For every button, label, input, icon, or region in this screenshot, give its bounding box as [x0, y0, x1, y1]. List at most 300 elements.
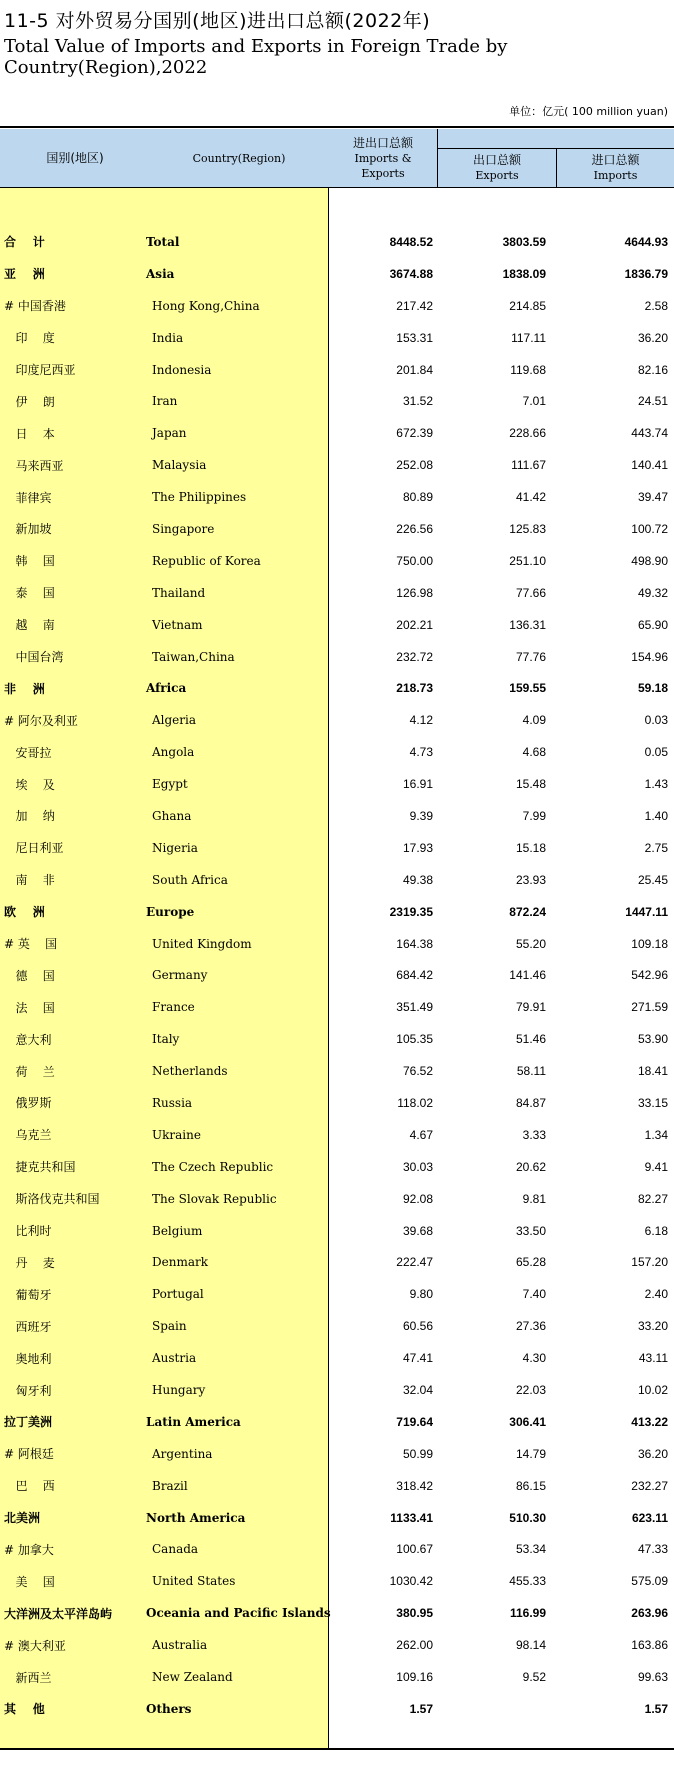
country-cn-cell: # 加拿大: [4, 1542, 54, 1557]
country-cn-cell: 斯洛伐克共和国: [4, 1192, 100, 1207]
country-en-cell: Asia: [146, 266, 175, 281]
country-en-cell: Germany: [152, 968, 208, 983]
exports-cell: 4.68: [522, 745, 546, 760]
imports-cell: 1447.11: [625, 904, 668, 919]
imports-cell: 163.86: [631, 1638, 668, 1653]
imports-cell: 18.41: [637, 1064, 668, 1079]
total-cell: 118.02: [397, 1095, 433, 1110]
country-cn-cell: 伊 朗: [4, 394, 55, 409]
exports-cell: 4.30: [522, 1351, 546, 1366]
table-row: [0, 768, 674, 800]
total-cell: 232.72: [396, 649, 433, 664]
imports-cell: 10.02: [637, 1383, 668, 1397]
imports-cell: 0.03: [644, 713, 668, 728]
exports-cell: 116.99: [509, 1606, 546, 1621]
country-cn-cell: 新加坡: [4, 522, 52, 537]
country-cn-cell: 印 度: [4, 331, 55, 346]
table-row: [0, 928, 674, 960]
exports-cell: 79.91: [515, 1000, 546, 1015]
country-en-cell: Belgium: [152, 1223, 203, 1238]
country-cn-cell: 印度尼西亚: [4, 363, 76, 377]
table-row: [0, 290, 674, 322]
imports-cell: 59.18: [637, 681, 668, 696]
total-cell: 719.64: [396, 1414, 433, 1429]
exports-cell: 77.66: [515, 585, 546, 600]
table-row: [0, 1565, 674, 1597]
table-row: [0, 1470, 674, 1502]
total-cell: 8448.52: [389, 234, 433, 249]
table-row: [0, 1183, 674, 1215]
imports-cell: 1.57: [644, 1701, 668, 1716]
exports-cell: 510.30: [509, 1510, 546, 1525]
imports-cell: 53.90: [637, 1032, 668, 1047]
header-country-cn: 国别(地区): [46, 150, 104, 165]
country-en-cell: India: [152, 330, 184, 345]
country-cn-cell: 大洋洲及太平洋岛屿: [4, 1606, 113, 1621]
imports-cell: 82.16: [637, 362, 668, 377]
country-cn-cell: 韩 国: [4, 554, 55, 569]
country-en-cell: Portugal: [152, 1287, 204, 1302]
country-cn-cell: 匈牙利: [4, 1383, 52, 1398]
exports-cell: 15.48: [515, 777, 546, 792]
imports-cell: 575.09: [631, 1574, 668, 1589]
country-en-cell: Spain: [152, 1319, 187, 1334]
table-row: [0, 991, 674, 1023]
imports-cell: 39.47: [637, 490, 668, 505]
table-row: [0, 513, 674, 545]
table-body: [0, 226, 674, 1725]
total-cell: 39.68: [402, 1223, 433, 1238]
exports-cell: 9.81: [522, 1191, 546, 1206]
exports-cell: 136.31: [509, 617, 546, 632]
table-row: [0, 1502, 674, 1534]
imports-cell: 33.15: [637, 1095, 668, 1110]
table-row: [0, 417, 674, 449]
imports-cell: 443.74: [631, 426, 668, 441]
imports-cell: 2.58: [644, 298, 668, 313]
table-row: [0, 672, 674, 704]
imports-cell: 100.72: [631, 521, 668, 536]
exports-cell: 117.11: [511, 330, 546, 345]
country-en-cell: The Philippines: [152, 490, 247, 505]
country-cn-cell: 安哥拉: [4, 745, 52, 760]
country-cn-cell: 奥地利: [4, 1351, 52, 1366]
exports-cell: 33.50: [515, 1223, 546, 1238]
header-total-cn: 进出口总额: [352, 135, 413, 150]
country-cn-cell: 南 非: [4, 873, 55, 888]
country-en-cell: Oceania and Pacific Islands: [146, 1606, 331, 1621]
top-rule: [0, 126, 674, 128]
total-cell: 202.21: [396, 617, 433, 632]
imports-cell: 271.59: [631, 1000, 668, 1015]
imports-cell: 2.75: [644, 840, 668, 855]
exports-cell: 15.18: [515, 840, 546, 855]
table-row: [0, 864, 674, 896]
table-row: [0, 1151, 674, 1183]
country-en-cell: Europe: [146, 904, 195, 919]
country-en-cell: Italy: [152, 1032, 180, 1047]
exports-cell: 7.40: [522, 1287, 546, 1302]
page-title-en: Total Value of Imports and Exports in Foreign Trade by Country(Region),2022: [4, 36, 508, 78]
country-cn-cell: 欧 洲: [4, 905, 45, 920]
header-imports-cn: 进口总额: [591, 153, 640, 167]
table-row: [0, 1597, 674, 1629]
country-cn-cell: 埃 及: [4, 777, 55, 792]
country-en-cell: Australia: [152, 1638, 208, 1653]
country-en-cell: Hong Kong,China: [152, 298, 260, 313]
table-row: [0, 1438, 674, 1470]
country-cn-cell: 丹 麦: [4, 1255, 55, 1270]
header-divider-2: [556, 149, 557, 187]
table-row: [0, 1215, 674, 1247]
total-cell: 76.52: [402, 1064, 433, 1079]
header-exports-en: Exports: [475, 169, 519, 182]
country-en-cell: Netherlands: [152, 1064, 228, 1079]
country-cn-cell: # 阿尔及利亚: [4, 713, 78, 728]
country-en-cell: Japan: [152, 426, 187, 441]
table-row: [0, 481, 674, 513]
country-cn-cell: # 澳大利亚: [4, 1638, 66, 1653]
table-header: [0, 129, 674, 188]
country-cn-cell: 尼日利亚: [4, 841, 64, 856]
imports-cell: 1836.79: [624, 266, 668, 281]
total-cell: 4.12: [409, 713, 433, 728]
imports-cell: 2.40: [644, 1287, 668, 1302]
table-row: [0, 354, 674, 386]
imports-cell: 9.41: [644, 1159, 668, 1174]
country-en-cell: Republic of Korea: [152, 553, 261, 568]
country-en-cell: Brazil: [152, 1478, 188, 1493]
table-row: [0, 1693, 674, 1725]
imports-cell: 1.34: [644, 1127, 668, 1142]
exports-cell: 98.14: [515, 1638, 546, 1653]
country-cn-cell: 荷 兰: [4, 1064, 55, 1079]
exports-cell: 455.33: [509, 1574, 546, 1589]
table-row: [0, 258, 674, 290]
table-row: [0, 449, 674, 481]
exports-cell: 27.36: [515, 1319, 546, 1334]
imports-cell: 232.27: [631, 1478, 668, 1493]
country-cn-cell: # 阿根廷: [4, 1447, 54, 1462]
exports-cell: 51.46: [515, 1032, 546, 1047]
imports-cell: 1.40: [644, 808, 668, 823]
exports-cell: 306.41: [509, 1414, 546, 1429]
imports-cell: 140.41: [631, 458, 668, 473]
total-cell: 4.67: [409, 1127, 433, 1142]
country-cn-cell: 新西兰: [4, 1670, 52, 1685]
country-cn-cell: 加 纳: [4, 809, 55, 824]
imports-cell: 47.33: [637, 1542, 668, 1557]
total-cell: 684.42: [396, 968, 433, 983]
table-row: [0, 1406, 674, 1438]
total-cell: 4.73: [409, 745, 433, 760]
exports-cell: 119.68: [510, 362, 546, 377]
country-en-cell: New Zealand: [152, 1670, 233, 1685]
table-row: [0, 641, 674, 673]
total-cell: 750.00: [396, 553, 433, 568]
table-row: [0, 1278, 674, 1310]
total-cell: 252.08: [396, 458, 433, 473]
header-exports: [438, 149, 556, 187]
header-total-en: Imports & Exports: [354, 151, 412, 180]
exports-cell: 228.66: [509, 426, 546, 441]
exports-cell: 58.11: [516, 1064, 546, 1079]
country-cn-cell: 日 本: [4, 426, 55, 441]
exports-cell: 872.24: [509, 904, 546, 919]
table-row: [0, 545, 674, 577]
country-en-cell: Singapore: [152, 521, 215, 536]
total-cell: 318.42: [396, 1478, 433, 1493]
country-en-cell: The Slovak Republic: [152, 1191, 277, 1206]
country-en-cell: Latin America: [146, 1414, 241, 1429]
country-en-cell: Africa: [146, 681, 187, 696]
exports-cell: 84.87: [515, 1095, 546, 1110]
imports-cell: 99.63: [637, 1670, 668, 1685]
country-en-cell: Malaysia: [152, 458, 207, 473]
imports-cell: 6.18: [644, 1223, 668, 1238]
table-row: [0, 1629, 674, 1661]
exports-cell: 141.46: [509, 968, 546, 983]
exports-cell: 55.20: [515, 936, 546, 951]
country-cn-cell: 比利时: [4, 1224, 52, 1239]
country-cn-cell: 菲律宾: [4, 490, 52, 505]
total-cell: 9.80: [409, 1287, 433, 1302]
exports-cell: 125.83: [509, 521, 546, 536]
exports-cell: 9.52: [522, 1670, 546, 1685]
country-en-cell: Russia: [152, 1095, 193, 1110]
total-cell: 92.08: [402, 1191, 433, 1206]
country-cn-cell: 非 洲: [4, 681, 45, 696]
country-en-cell: Ukraine: [152, 1127, 201, 1142]
country-en-cell: Thailand: [152, 585, 206, 600]
country-cn-cell: 乌克兰: [4, 1128, 52, 1143]
total-cell: 3674.88: [389, 266, 433, 281]
total-cell: 100.67: [396, 1542, 433, 1557]
imports-cell: 263.96: [631, 1606, 668, 1621]
country-cn-cell: 马来西亚: [4, 458, 64, 473]
exports-cell: 1838.09: [502, 266, 546, 281]
country-cn-cell: 德 国: [4, 968, 55, 983]
imports-cell: 498.90: [631, 553, 668, 568]
country-cn-cell: 捷克共和国: [4, 1160, 76, 1175]
page-title-cn: 11-5 对外贸易分国别(地区)进出口总额(2022年): [4, 10, 431, 32]
country-cn-cell: 其 他: [4, 1702, 45, 1717]
imports-cell: 33.20: [637, 1319, 668, 1334]
table-row: [0, 322, 674, 354]
total-cell: 17.93: [402, 840, 433, 855]
imports-cell: 1.43: [644, 777, 668, 792]
country-en-cell: Indonesia: [152, 362, 212, 377]
table-row: [0, 959, 674, 991]
table-row: [0, 1247, 674, 1279]
table-row: [0, 1087, 674, 1119]
unit-label: 单位：亿元( 100 million yuan): [509, 105, 668, 118]
country-en-cell: North America: [146, 1510, 246, 1525]
total-cell: 218.73: [396, 681, 433, 696]
table-row: [0, 1119, 674, 1151]
country-en-cell: Nigeria: [152, 840, 198, 855]
total-cell: 1133.41: [390, 1510, 433, 1525]
table-row: [0, 704, 674, 736]
country-cn-cell: 法 国: [4, 1000, 55, 1015]
country-cn-cell: # 英 国: [4, 937, 58, 952]
total-cell: 80.89: [402, 490, 433, 505]
country-en-cell: Argentina: [152, 1446, 213, 1461]
total-cell: 9.39: [409, 808, 433, 823]
table-row: [0, 1374, 674, 1406]
exports-cell: 159.55: [509, 681, 546, 696]
total-cell: 672.39: [396, 426, 433, 441]
total-cell: 222.47: [396, 1255, 433, 1270]
exports-cell: 251.10: [509, 553, 546, 568]
total-cell: 105.35: [396, 1032, 433, 1047]
total-cell: 201.84: [396, 362, 433, 377]
total-cell: 1030.42: [389, 1574, 433, 1589]
bottom-rule: [0, 1748, 674, 1750]
imports-cell: 4644.93: [624, 234, 668, 249]
country-cn-cell: 美 国: [4, 1574, 55, 1589]
header-exports-cn: 出口总额: [472, 153, 521, 167]
header-imports: [557, 149, 674, 187]
exports-cell: 4.09: [522, 713, 546, 728]
country-en-cell: France: [152, 1000, 195, 1015]
country-en-cell: Egypt: [152, 777, 188, 792]
country-en-cell: Taiwan,China: [152, 649, 235, 664]
table-row: [0, 1661, 674, 1693]
total-cell: 217.42: [396, 298, 433, 313]
country-cn-cell: 葡萄牙: [4, 1287, 52, 1302]
total-cell: 351.49: [396, 1000, 433, 1015]
total-cell: 30.03: [402, 1159, 433, 1174]
total-cell: 153.31: [396, 330, 433, 345]
country-en-cell: Vietnam: [152, 617, 203, 632]
imports-cell: 154.96: [631, 649, 668, 664]
total-cell: 2319.35: [389, 904, 433, 919]
country-cn-cell: 越 南: [4, 618, 55, 633]
country-en-cell: Canada: [152, 1542, 199, 1557]
imports-cell: 157.20: [631, 1255, 668, 1270]
header-imports-en: Imports: [593, 169, 638, 182]
total-cell: 126.98: [396, 585, 433, 600]
imports-cell: 36.20: [637, 1446, 668, 1461]
header-total: [329, 129, 437, 187]
table-row: [0, 896, 674, 928]
total-cell: 16.91: [402, 777, 433, 792]
country-en-cell: The Czech Republic: [152, 1159, 274, 1174]
exports-cell: 86.15: [515, 1478, 546, 1493]
country-cn-cell: # 中国香港: [4, 299, 66, 314]
table-row: [0, 800, 674, 832]
country-en-cell: Austria: [152, 1351, 197, 1366]
country-cn-cell: 合 计: [4, 235, 45, 250]
total-cell: 49.38: [402, 872, 433, 887]
table-row: [0, 736, 674, 768]
total-cell: 262.00: [396, 1638, 433, 1653]
exports-cell: 14.79: [515, 1446, 546, 1461]
country-cn-cell: 俄罗斯: [4, 1096, 52, 1111]
country-cn-cell: 拉丁美洲: [4, 1415, 53, 1430]
total-cell: 1.57: [409, 1701, 433, 1716]
total-cell: 60.56: [402, 1319, 433, 1334]
exports-cell: 22.03: [515, 1383, 546, 1397]
exports-cell: 41.42: [515, 490, 546, 505]
total-cell: 50.99: [402, 1446, 433, 1461]
country-en-cell: United States: [152, 1574, 236, 1589]
header-divider-1: [437, 129, 438, 187]
country-en-cell: Hungary: [152, 1383, 206, 1397]
exports-cell: 3803.59: [502, 234, 546, 249]
country-en-cell: Algeria: [152, 713, 197, 728]
exports-cell: 111.67: [511, 458, 546, 473]
country-cn-cell: 泰 国: [4, 586, 55, 601]
header-country-en: Country(Region): [192, 151, 286, 165]
country-en-cell: South Africa: [152, 872, 228, 887]
exports-cell: 214.85: [509, 298, 546, 313]
country-en-cell: Denmark: [152, 1255, 208, 1270]
table-row: [0, 1023, 674, 1055]
total-cell: 47.41: [402, 1351, 433, 1366]
country-en-cell: United Kingdom: [152, 936, 252, 951]
total-cell: 380.95: [396, 1606, 433, 1621]
exports-cell: 7.01: [522, 394, 546, 409]
country-cn-cell: 巴 西: [4, 1479, 55, 1494]
table-row: [0, 1534, 674, 1566]
imports-cell: 109.18: [631, 936, 668, 951]
exports-cell: 53.34: [515, 1542, 546, 1557]
exports-cell: 23.93: [515, 872, 546, 887]
imports-cell: 623.11: [631, 1510, 668, 1525]
imports-cell: 413.22: [631, 1414, 668, 1429]
imports-cell: 43.11: [638, 1351, 668, 1366]
table-row: [0, 609, 674, 641]
imports-cell: 0.05: [644, 745, 668, 760]
imports-cell: 24.51: [637, 394, 668, 409]
total-cell: 226.56: [396, 521, 433, 536]
imports-cell: 25.45: [637, 872, 668, 887]
table-row: [0, 1342, 674, 1374]
exports-cell: 20.62: [515, 1159, 546, 1174]
exports-cell: 65.28: [515, 1255, 546, 1270]
country-cn-cell: 意大利: [4, 1032, 52, 1047]
exports-cell: 77.76: [515, 649, 546, 664]
country-en-cell: Angola: [152, 745, 195, 760]
total-cell: 31.52: [402, 394, 433, 409]
exports-cell: 3.33: [522, 1127, 546, 1142]
imports-cell: 542.96: [631, 968, 668, 983]
country-en-cell: Iran: [152, 394, 178, 409]
country-en-cell: Total: [146, 234, 180, 249]
imports-cell: 49.32: [637, 585, 668, 600]
country-cn-cell: 亚 洲: [4, 267, 45, 282]
country-en-cell: Ghana: [152, 808, 192, 823]
table-row: [0, 832, 674, 864]
exports-cell: 7.99: [522, 808, 546, 823]
table-row: [0, 577, 674, 609]
total-cell: 32.04: [402, 1383, 433, 1397]
table-row: [0, 1055, 674, 1087]
imports-cell: 65.90: [637, 617, 668, 632]
imports-cell: 36.20: [637, 330, 668, 345]
table-row: [0, 385, 674, 417]
total-cell: 164.38: [396, 936, 433, 951]
country-cn-cell: 西班牙: [4, 1319, 52, 1334]
trade-table: [0, 126, 674, 1750]
total-cell: 109.16: [396, 1670, 433, 1685]
country-cn-cell: 北美洲: [4, 1511, 41, 1526]
imports-cell: 82.27: [637, 1191, 668, 1206]
country-cn-cell: 中国台湾: [4, 650, 64, 665]
table-row: [0, 226, 674, 258]
